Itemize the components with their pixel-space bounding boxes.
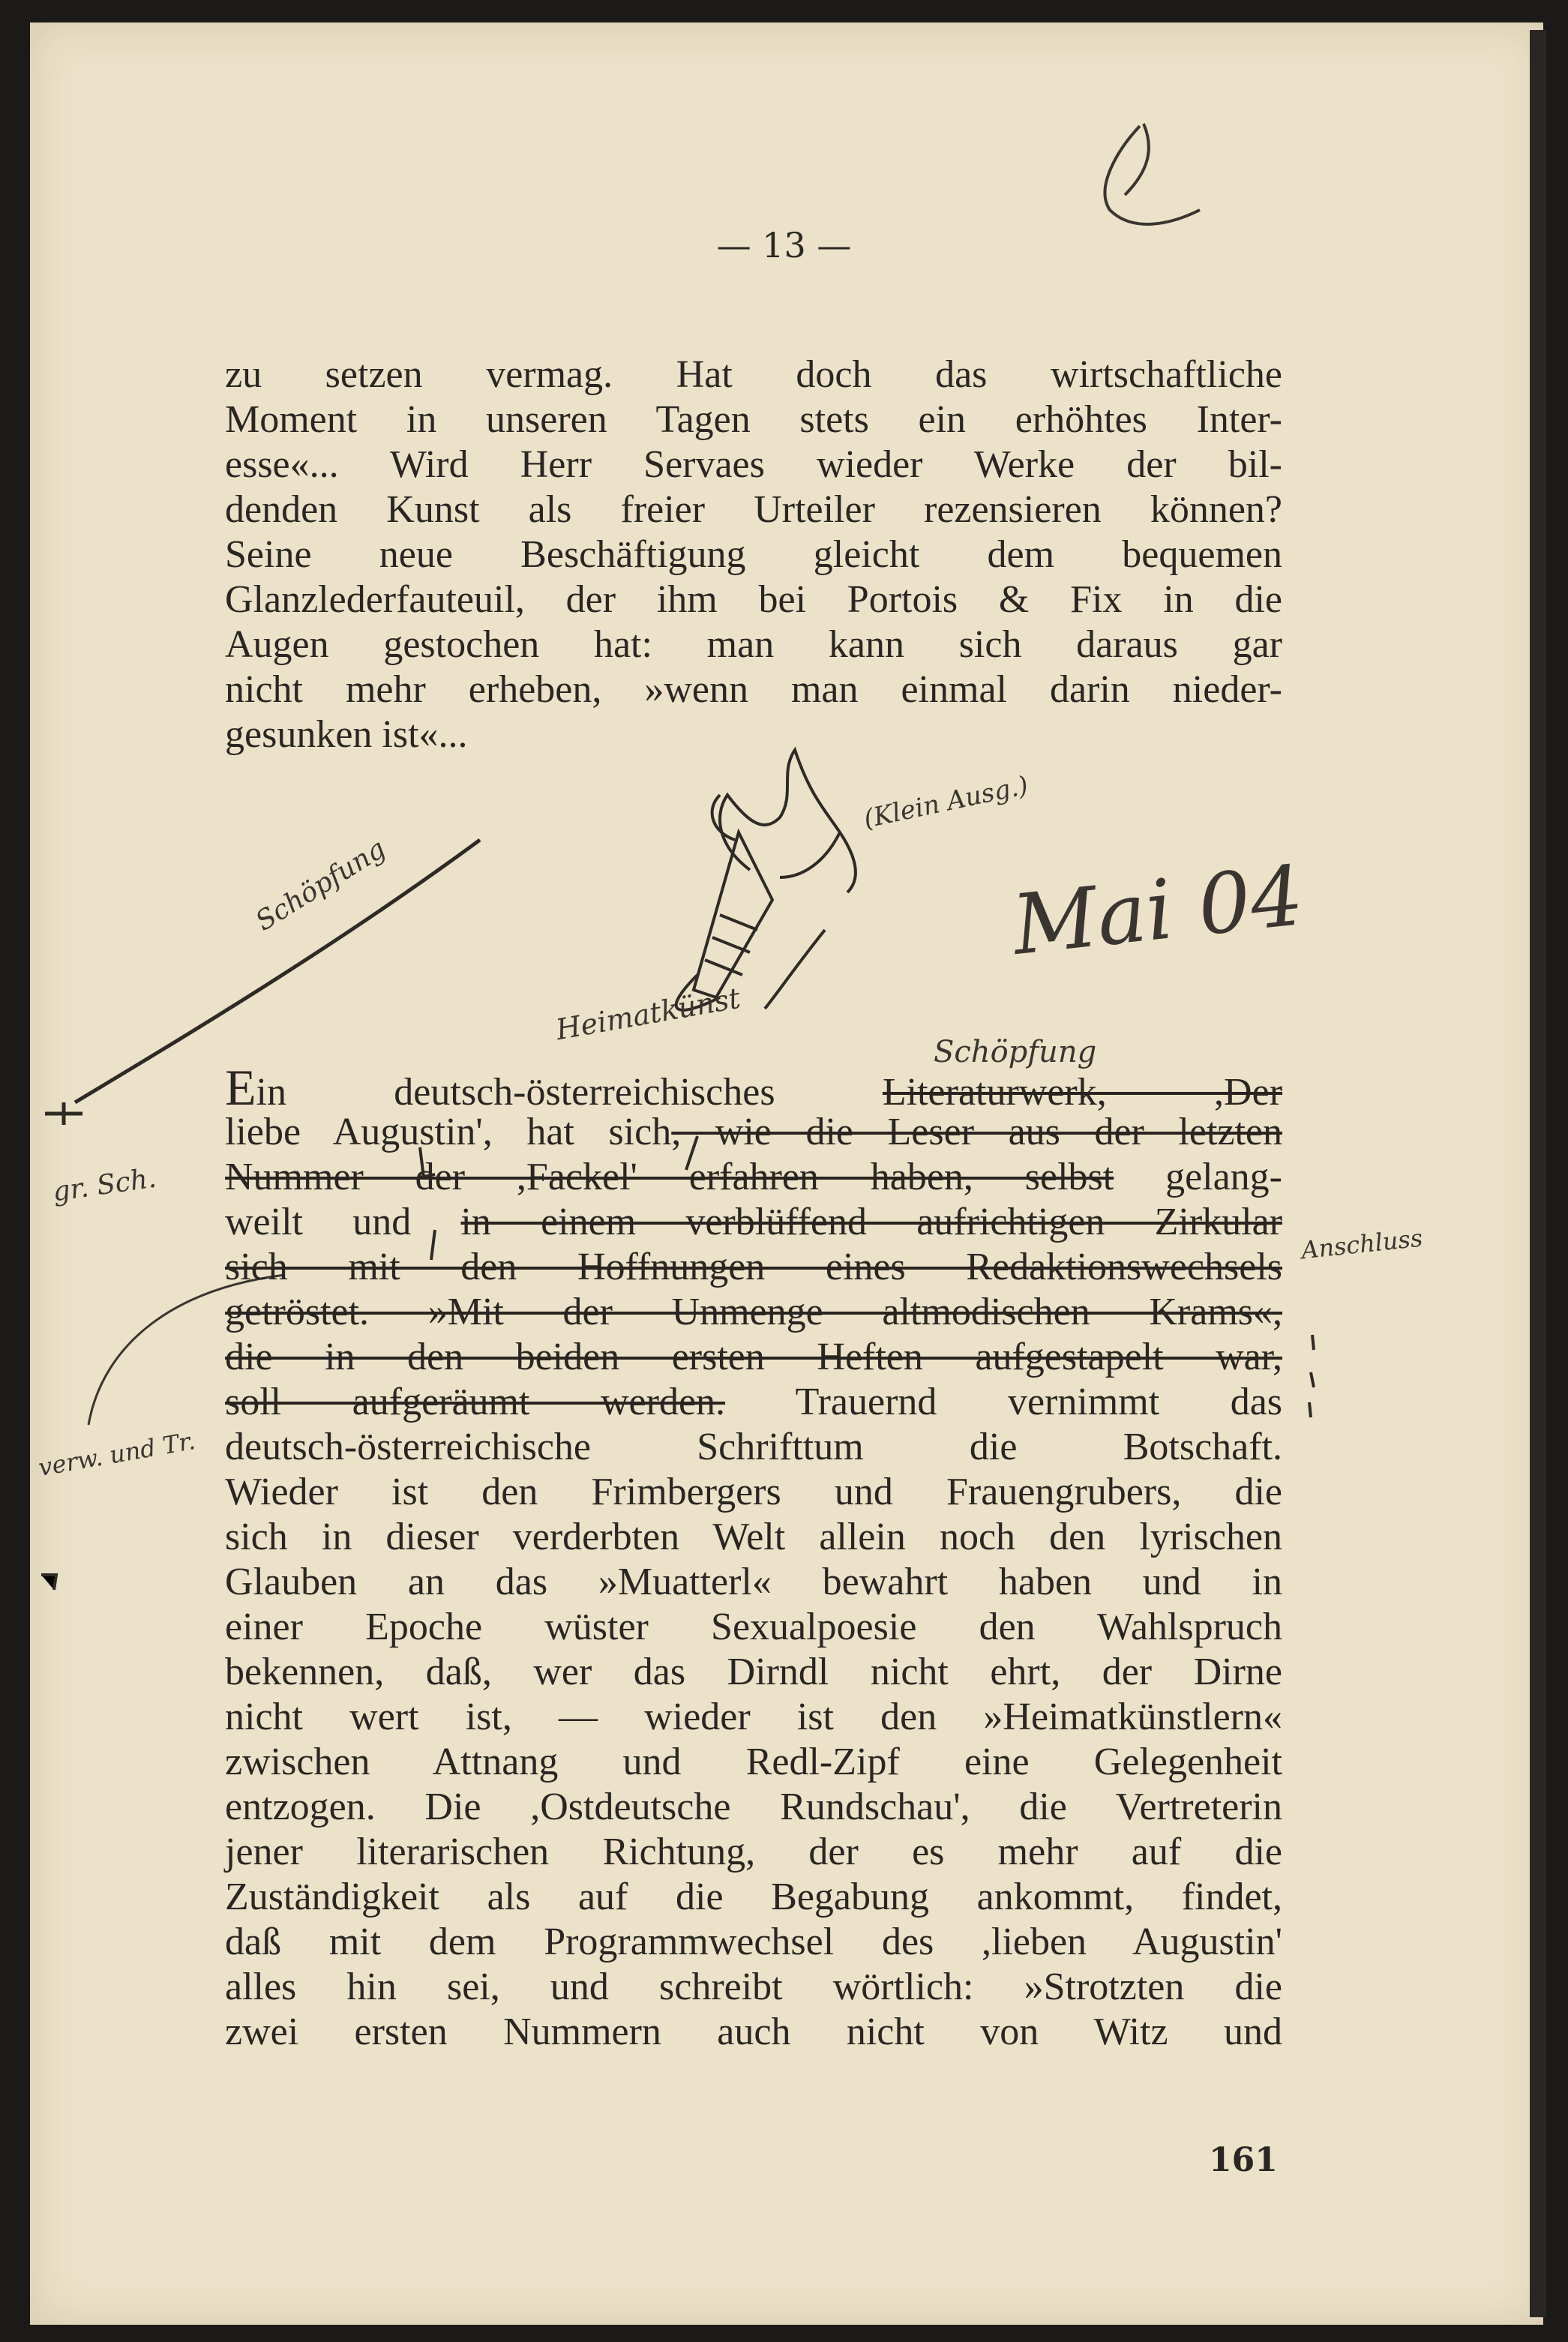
text-line: denden Kunst als freier Urteiler rezensieren können? (225, 488, 1282, 531)
struck-text: die in den beiden ersten Heften aufgestapelt war, (225, 1336, 1282, 1378)
text-line (225, 1245, 1282, 1290)
text-line: nicht mehr erheben, »wenn man einmal darin nieder- (225, 668, 1282, 711)
handwritten-torch-label: Heimatkünst (553, 981, 743, 1047)
text-line: sich in dieser verderbten Welt allein noch den lyrischen (225, 1516, 1282, 1558)
text-line: daß mit dem Programmwechsel des ,lieben Augustin' (225, 1921, 1282, 1963)
struck-text: soll aufgeräumt werden. (225, 1381, 726, 1423)
text-line: jener literarischen Richtung, der es mehr auf die (225, 1831, 1282, 1873)
text-line (225, 1380, 1282, 1425)
struck-text: getröstet. »Mit der Unmenge altmodischen Krams«, (225, 1291, 1282, 1333)
kept-text: in deutsch-österreichisches (256, 1071, 775, 1114)
text-line: alles hin sei, und schreibt wörtlich: »Strotzten die (225, 1966, 1282, 2008)
text-line: Glauben an das »Muatterl« bewahrt haben und in (225, 1561, 1282, 1603)
text-line (225, 1290, 1282, 1335)
text-line: bekennen, daß, wer das Dirndl nicht ehrt, der Dirne (225, 1651, 1282, 1693)
text-line: entzogen. Die ,Ostdeutsche Rundschau', die Vertreterin (225, 1786, 1282, 1828)
text-line: Seine neue Beschäftigung gleicht dem bequemen (225, 533, 1282, 576)
paragraph-edited (225, 1059, 1283, 2055)
handwritten-small-note: (Klein Ausg.) (861, 770, 1031, 835)
handwritten-date: Mai 04 (1008, 847, 1308, 973)
text-line: Augen gestochen hat: man kann sich daraus gar (225, 623, 1282, 666)
drop-cap: E (225, 1059, 256, 1116)
text-line: einer Epoche wüster Sexualpoesie den Wahlspruch (225, 1606, 1282, 1648)
handwritten-margin-note: gr. Sch. (50, 1162, 158, 1208)
text-line (225, 1110, 1282, 1155)
paragraph-top (225, 352, 1282, 757)
page-number-header: — 13 — (716, 225, 852, 265)
folio-number: 161 (1209, 2141, 1278, 2179)
text-line (225, 1155, 1282, 1200)
text-line: nicht wert ist, — wieder ist den »Heimatkünstlern« (225, 1696, 1282, 1738)
handwritten-margin-right: Anschluss (1300, 1223, 1424, 1265)
kept-text: liebe Augustin', hat sich (225, 1111, 672, 1153)
kept-text: gelang- (1165, 1156, 1283, 1198)
text-line (225, 1059, 1283, 1116)
torch-sketch (676, 750, 856, 1010)
text-line: gesunken ist«... (225, 713, 468, 756)
handwritten-diagonal-note: Schöpfung (250, 833, 391, 937)
handwritten-above-line: Schöpfung (934, 1035, 1097, 1069)
text-line: deutsch-österreichische Schrifttum die Botschaft. (225, 1426, 1282, 1468)
text-line: zwischen Attnang und Redl-Zipf eine Gelegenheit (225, 1741, 1282, 1783)
text-line: zu setzen vermag. Hat doch das wirtschaftliche (225, 353, 1282, 396)
struck-text: Literaturwerk, ,Der (882, 1071, 1283, 1114)
text-line (225, 1335, 1282, 1380)
struck-text: in einem verblüffend aufrichtigen Zirkular (460, 1201, 1282, 1243)
text-line: zwei ersten Nummern auch nicht von Witz und (225, 2011, 1282, 2053)
kept-text: Trauernd vernimmt das (795, 1381, 1283, 1423)
text-line (225, 1200, 1282, 1245)
handwritten-margin-left-words: verw. und Tr. (36, 1426, 198, 1483)
struck-text: sich mit den Hoffnungen eines Redaktionswechsels (225, 1246, 1282, 1288)
kept-text: weilt und (225, 1201, 412, 1243)
text-line: esse«... Wird Herr Servaes wieder Werke der bil- (225, 443, 1282, 486)
text-line: Glanzlederfauteuil, der ihm bei Portois & Fix in die (225, 578, 1282, 621)
text-line: Wieder ist den Frimbergers und Frauengrubers, die (225, 1471, 1282, 1513)
text-line: Moment in unseren Tagen stets ein erhöhtes Inter- (225, 398, 1282, 441)
handwritten-top-right-number (1125, 112, 1182, 217)
text-line: Zuständigkeit als auf die Begabung ankommt, findet, (225, 1876, 1282, 1918)
struck-text: , wie die Leser aus der letzten (671, 1111, 1282, 1153)
struck-text: Nummer der ,Fackel' erfahren haben, selbst (225, 1156, 1114, 1198)
